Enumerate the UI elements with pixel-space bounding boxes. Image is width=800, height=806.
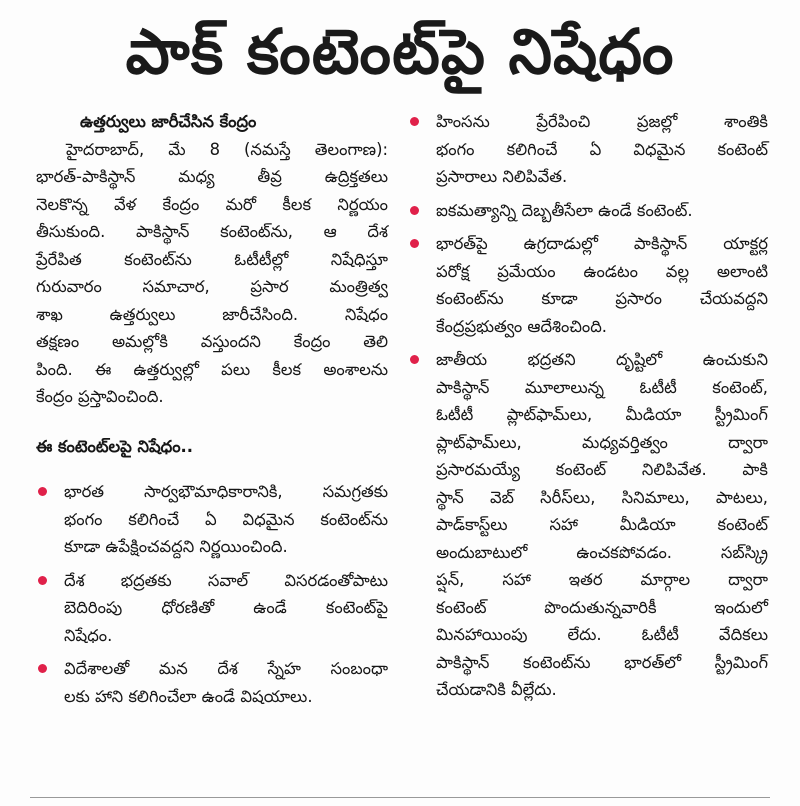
bullet-line: ప్రసారమయ్యే కంటెంట్ నిలిపివేత. పాకి (436, 460, 768, 479)
bullet-line: భంగం కలిగించే ఏ విధమైన కంటెంట్‌ను (64, 509, 388, 529)
bullet-line: బెదిరింపు ధోరణితో ఉండే కంటెంట్‌పై (64, 598, 388, 617)
bullet-dot-icon (410, 117, 419, 126)
right-bullet-list (408, 108, 768, 704)
bullet-line: హింసను ప్రేరేపించి ప్రజల్లో శాంతికి (436, 112, 768, 131)
bullet-line: స్థాన్ వెబ్ సిరీస్‌లు, సినిమాలు, పాటలు, (436, 487, 768, 507)
bullet-line: భారత సార్వభౌమాధికారానికి, సమగ్రతకు (64, 482, 388, 501)
intro-line: కేంద్రం ప్రస్తావించింది. (36, 387, 164, 406)
bullet-item (408, 346, 768, 704)
bullet-line: చేయడానికి వీల్లేదు. (436, 680, 557, 699)
bullet-line: విదేశాలతో మన దేశ స్నేహ సంబంధా (64, 659, 388, 678)
bullet-item (408, 230, 768, 340)
bullet-dot-icon (38, 664, 47, 673)
bullet-line: లకు హాని కలిగించేలా ఉండే విషయాలు. (64, 686, 313, 706)
bullet-line: ప్షన్, సహా ఇతర మార్గాల ద్వారా (436, 570, 768, 589)
bullet-dot-icon (38, 576, 47, 585)
right-column (408, 108, 768, 710)
bullet-line: పాకిస్థాన్ కంటెంట్‌ను భారత్‌లో స్ట్రీమింగ్ (436, 652, 768, 672)
bullet-item (36, 567, 388, 650)
bullet-dot-icon (38, 487, 47, 496)
bullet-item (408, 197, 768, 225)
intro-paragraph (36, 136, 388, 411)
bullet-line: అందుబాటులో ఉంచకపోవడం. సబ్‌స్క్రి (436, 542, 768, 562)
bullet-line: పరోక్ష ప్రమేయం ఉండటం వల్ల అలాంటి (436, 261, 768, 281)
bullet-line: భంగం కలిగించే ఏ విధమైన కంటెంట్ (436, 139, 768, 159)
intro-line: శాఖ ఉత్తర్వులు జారీచేసింది. నిషేధం (36, 304, 388, 324)
bullet-line: కంటెంట్‌ను కూడా ప్రసారం చేయవద్దని (436, 289, 768, 308)
bullet-item (408, 108, 768, 191)
intro-line: హైదరాబాద్, మే 8 (నమస్తే తెలంగాణ): (66, 139, 388, 159)
bullet-line: కేంద్రప్రభుత్వం ఆదేశించింది. (436, 316, 608, 336)
bullet-line: మినహాయింపు లేదు. ఓటీటీ వేదికలు (436, 625, 768, 644)
left-column (36, 108, 388, 716)
bullet-dot-icon (410, 239, 419, 248)
intro-line: ప్రేరేపిత కంటెంట్‌ను ఓటీటీల్లో నిషేధిస్తూ (36, 249, 388, 269)
headline: పాక్ కంటెంట్‌పై నిషేధం (125, 15, 675, 88)
bullet-line: ప్రసారాలు నిలిపివేత. (436, 167, 568, 186)
byline: ఉత్తర్వులు జారీచేసిన కేంద్రం (80, 112, 257, 131)
bullet-line: జాతీయ భద్రతని దృష్టిలో ఉంచుకుని (436, 350, 768, 369)
bullet-item (36, 478, 388, 561)
bullet-line: నిషేధం. (64, 625, 113, 645)
bullet-line: ఐకమత్యాన్ని దెబ్బతీసేలా ఉండే కంటెంట్. (436, 200, 693, 220)
intro-line: భారత్‌-పాకిస్థాన్ మధ్య తీవ్ర ఉద్రిక్తతలు (36, 167, 388, 186)
left-bullet-list (36, 478, 388, 710)
bullet-dot-icon (410, 206, 419, 215)
bullet-line: కంటెంట్ పొందుతున్నవారికీ ఇందులో (436, 597, 768, 617)
bullet-line: ప్లాట్‌ఫామ్‌లు, మధ్యవర్తిత్వం ద్వారా (436, 432, 768, 452)
bullet-line: దేశ భద్రతకు సవాల్ విసరడంతోపాటు (64, 570, 388, 590)
bullet-dot-icon (410, 355, 419, 364)
intro-line: గురువారం సమాచార, ప్రసార మంత్రిత్వ (36, 277, 388, 296)
intro-line: పింది. ఈ ఉత్తర్వుల్లో పలు కీలక అంశాలను (36, 359, 388, 379)
intro-line: నెలకొన్న వేళ కేంద్రం మరో కీలక నిర్ణయం (36, 194, 388, 214)
bullet-line: పాకిస్థాన్ మూలాలున్న ఓటీటీ కంటెంట్, (436, 377, 768, 397)
bullet-line: కూడా ఉపేక్షించవద్దని నిర్ణయించింది. (64, 537, 288, 556)
subhead: ఈ కంటెంట్‌లపై నిషేధం.. (36, 436, 193, 456)
bullet-line: ఓటీటీ ప్లాట్‌ఫామ్‌లు, మీడియా స్ట్రీమింగ్ (436, 405, 768, 424)
intro-line: తీసుకుంది. పాకిస్థాన్ కంటెంట్‌ను, ఆ దేశ (36, 222, 388, 241)
bullet-line: భారత్‌పై ఉగ్రదాడుల్లో పాకిస్థాన్ యాక్టర్ల (436, 234, 768, 253)
bullet-line: పాడ్‌కాస్ట్‌లు సహా మీడియా కంటెంట్ (436, 515, 768, 534)
bullet-item (36, 655, 388, 710)
intro-line: తక్షణం అమల్లోకి వస్తుందని కేంద్రం తెలి (36, 332, 388, 351)
bottom-rule (30, 797, 770, 798)
